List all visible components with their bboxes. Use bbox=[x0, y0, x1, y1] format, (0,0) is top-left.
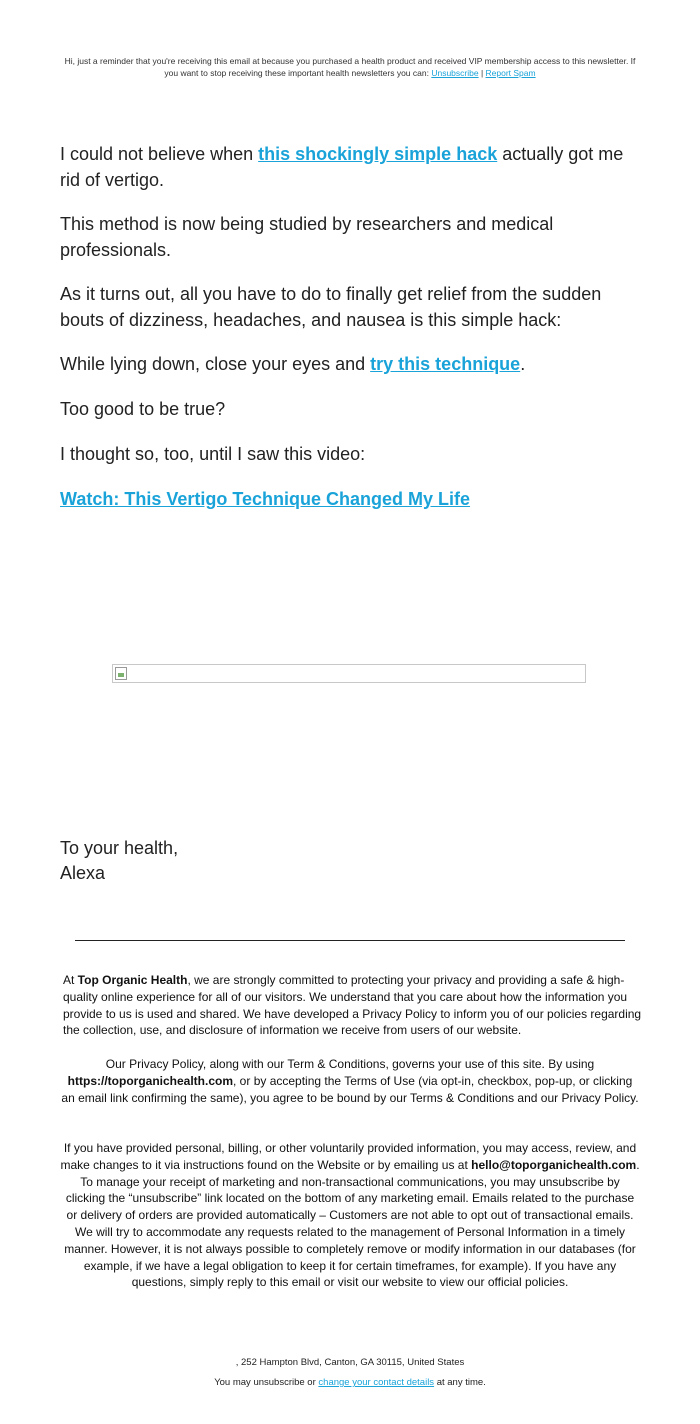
report-spam-link[interactable]: Report Spam bbox=[485, 68, 536, 78]
company-name: Top Organic Health bbox=[77, 973, 188, 987]
paragraph-5: Too good to be true? bbox=[60, 399, 226, 419]
site-url: https://toporganichealth.com bbox=[67, 1073, 234, 1088]
cta-paragraph bbox=[60, 486, 640, 512]
paragraph-6: I thought so, too, until I saw this video: bbox=[60, 444, 366, 464]
paragraph-4: While lying down, close your eyes and try this technique. bbox=[60, 354, 526, 374]
preheader-separator: | bbox=[478, 68, 486, 78]
postal-address: , 252 Hampton Blvd, Canton, GA 30115, United States bbox=[235, 1357, 465, 1368]
unsubscribe-line: You may unsubscribe or change your contact details at any time. bbox=[214, 1377, 486, 1388]
privacy-paragraph-3: If you have provided personal, billing, or other voluntarily provided information, you may access, review, and make changes to it via instructions found on the Website or by emailing us at hello@toporganichealth.com. To manage your receipt of marketing and non-transactional communications, you may unsubscribe by clicking the “unsubscribe” link located on the bottom of any marketing email. Emails related to the purchase or delivery of orders are provided automatically – Customers are not able to opt out of transactional emails. We will try to accommodate any requests related to the management of Personal Information in a timely manner. However, it is not always possible to completely remove or modify information in our databases (for example, if we have a legal obligation to keep it for certain timeframes, for example). If you have any questions, simply reply to this email or visit our website to view our official policies. bbox=[60, 1141, 640, 1290]
watch-video-link[interactable]: Watch: This Vertigo Technique Changed My Life bbox=[60, 489, 471, 509]
signoff-name: Alexa bbox=[60, 863, 106, 883]
signoff-line: To your health, bbox=[60, 838, 179, 858]
preheader bbox=[60, 55, 640, 79]
contact-email: hello@toporganichealth.com bbox=[471, 1157, 637, 1172]
divider bbox=[75, 940, 625, 941]
change-contact-details-link[interactable]: change your contact details bbox=[318, 1377, 435, 1388]
video-thumbnail-image[interactable] bbox=[112, 664, 586, 683]
paragraph-3: As it turns out, all you have to do to finally get relief from the sudden bouts of dizziness, headaches, and nausea is this simple hack: bbox=[60, 284, 602, 330]
paragraph-1: I could not believe when this shockingly simple hack actually got me rid of vertigo. bbox=[60, 144, 624, 190]
simple-hack-link[interactable]: this shockingly simple hack bbox=[258, 144, 498, 164]
privacy-paragraph-2: Our Privacy Policy, along with our Term & Conditions, governs your use of this site. By using https://toporganichealth.com, or by accepting the Terms of Use (via opt-in, checkbox, pop-up, or clicking an email link confirming the same), you agree to be bound by our Terms & Conditions and our Privacy Policy. bbox=[61, 1057, 639, 1105]
signoff bbox=[60, 836, 178, 886]
broken-image-icon bbox=[115, 667, 127, 680]
unsubscribe-link[interactable]: Unsubscribe bbox=[431, 68, 479, 78]
paragraph-2: This method is now being studied by researchers and medical professionals. bbox=[60, 214, 554, 260]
privacy-paragraph-1: At Top Organic Health, we are strongly committed to protecting your privacy and providing a safe & high-quality online experience for all of our visitors. We understand that you care about how the information you provide to us is used and shared. We have developed a Privacy Policy to inform you of our policies regarding the collection, use, and disclosure of information we receive from users of our website. bbox=[63, 973, 642, 1038]
try-technique-link[interactable]: try this technique bbox=[370, 354, 521, 374]
preheader-text: Hi, just a reminder that you're receiving this email at because you purchased a health product and received VIP membership access to this newsletter. If you want to stop receiving these important health newsletters you can: bbox=[64, 56, 636, 78]
